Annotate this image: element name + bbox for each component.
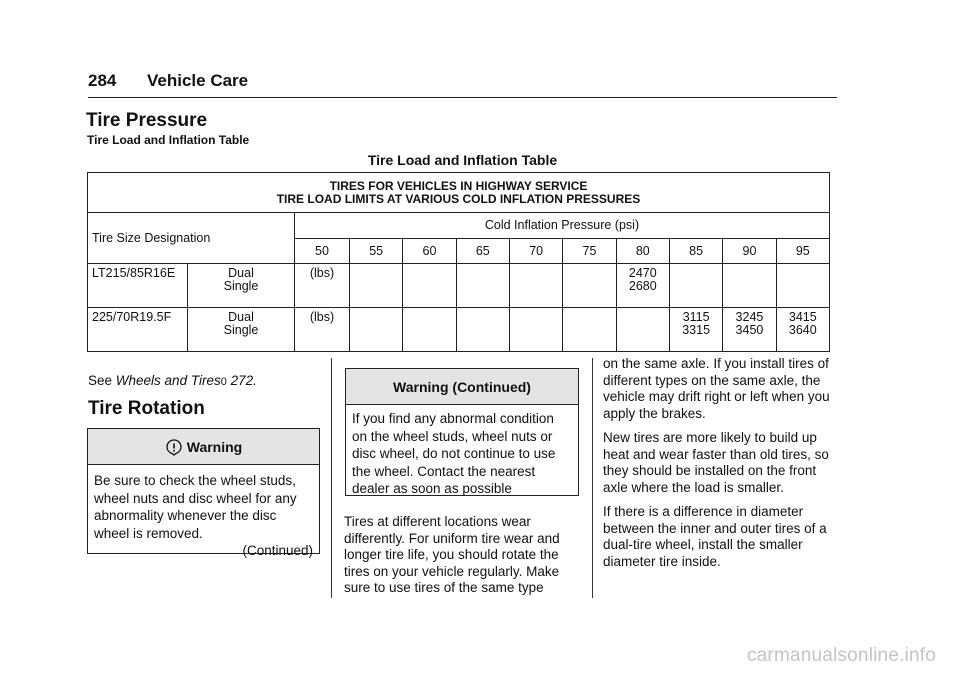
paragraph: on the same axle. If you install tires of different types on the same axle, the vehicle may drift right or left when you apply the brakes.: [603, 356, 830, 421]
warning-body: [346, 405, 578, 503]
wheels-and-tires-link[interactable]: Wheels and Tires: [115, 373, 221, 388]
see-reference: [88, 372, 320, 391]
column-divider: [331, 358, 332, 598]
tire-rotation-heading: Tire Rotation: [88, 398, 205, 419]
page-arrow-icon: 0: [220, 376, 227, 388]
psi-value-cell: 85: [669, 239, 722, 264]
single-load-value: 3315: [682, 323, 711, 337]
psi-value-cell: 90: [723, 239, 776, 264]
paragraph: If there is a difference in diameter between the inner and outer tires of a dual-tire wheel, install the smaller diameter tire inside.: [603, 504, 827, 569]
dual-label: Dual: [228, 310, 254, 324]
warning-text: Be sure to check the wheel studs, wheel nuts and disc wheel for any abnormality whenever the disc wheel is removed.: [94, 473, 297, 541]
dual-load-value: 2470: [628, 266, 657, 280]
single-load-value: 2680: [628, 279, 657, 293]
load-value-cell: [509, 264, 562, 308]
load-value-cell: [350, 264, 403, 308]
psi-value-cell: 80: [616, 239, 669, 264]
load-value-cell: [723, 308, 776, 352]
psi-value-cell: 60: [403, 239, 456, 264]
single-load-value: 3640: [788, 323, 817, 337]
column-1: [88, 372, 320, 391]
warning-icon: [165, 438, 183, 456]
warning-title: Warning: [186, 438, 243, 455]
column-3: [603, 356, 839, 578]
table-title-line-1: TIRES FOR VEHICLES IN HIGHWAY SERVICE: [329, 178, 588, 193]
load-value-cell: [456, 308, 509, 352]
load-value-cell: [669, 264, 722, 308]
single-label: Single: [223, 279, 259, 293]
table-row: [88, 264, 830, 308]
psi-value-cell: 65: [456, 239, 509, 264]
header-rule: [88, 97, 837, 98]
load-value-cell: [616, 308, 669, 352]
table-title-cell: [88, 173, 830, 213]
tire-load-table: [87, 172, 830, 352]
warning-continued-box: [345, 368, 579, 496]
psi-value-cell: 70: [509, 239, 562, 264]
load-value-cell: [776, 308, 829, 352]
unit-cell: (lbs): [295, 264, 350, 308]
single-label: Single: [223, 323, 259, 337]
section-title: Vehicle Care: [147, 71, 249, 90]
dual-single-cell: [188, 264, 295, 308]
dual-load-value: 3415: [788, 310, 817, 324]
load-value-cell: [723, 264, 776, 308]
rotation-paragraph: Tires at different locations wear differently. For uniform tire wear and longer tire life, you should rotate the tires on your vehicle regularly. Make sure to use tires of the same type: [344, 514, 560, 595]
dual-label: Dual: [228, 266, 254, 280]
see-prefix: See: [88, 373, 116, 388]
load-value-cell: [563, 308, 616, 352]
warning-text: If you find any abnormal condition on the wheel studs, wheel nuts or disc wheel, do not continue to use the wheel. Contact the nearest dealer as soon as possible: [352, 411, 556, 497]
warning-header: [88, 429, 319, 465]
load-value-cell: [403, 264, 456, 308]
psi-value-cell: 50: [295, 239, 350, 264]
paragraph: New tires are more likely to build up heat and wear faster than old tires, so they should be installed on the front axle where the load is smaller.: [603, 430, 829, 495]
load-value-cell: [403, 308, 456, 352]
pressure-header: Cold Inflation Pressure (psi): [295, 213, 830, 239]
dual-load-value: 3245: [735, 310, 764, 324]
load-value-cell: [776, 264, 829, 308]
load-value-cell: [669, 308, 722, 352]
unit-cell: (lbs): [295, 308, 350, 352]
table-header-row: [88, 213, 830, 239]
tire-size-cell: LT215/85R16E: [88, 264, 188, 308]
psi-value-cell: 75: [563, 239, 616, 264]
warning-body: [88, 465, 319, 565]
load-value-cell: [563, 264, 616, 308]
warning-title: Warning (Continued): [393, 378, 531, 395]
table-title-row: [88, 173, 830, 213]
watermark: carmanualsonline.info: [746, 645, 936, 666]
load-value-cell: [350, 308, 403, 352]
dual-single-cell: [188, 308, 295, 352]
psi-value-cell: 95: [776, 239, 829, 264]
warning-header: [346, 369, 578, 405]
continued-label: (Continued): [242, 543, 313, 558]
single-load-value: 3450: [735, 323, 764, 337]
load-value-cell: [456, 264, 509, 308]
dual-load-value: 3115: [682, 310, 710, 324]
load-value-cell: [616, 264, 669, 308]
tire-size-cell: 225/70R19.5F: [88, 308, 188, 352]
warning-box: [87, 428, 320, 558]
load-value-cell: [509, 308, 562, 352]
tire-size-header: Tire Size Designation: [88, 213, 295, 264]
page-number: 284: [88, 71, 117, 90]
table-row: [88, 308, 830, 352]
table-sub-heading: Tire Load and Inflation Table: [87, 133, 250, 147]
see-page-number: 272.: [226, 373, 257, 388]
psi-value-cell: 55: [350, 239, 403, 264]
table-caption: Tire Load and Inflation Table: [367, 152, 558, 168]
table-title-line-2: TIRE LOAD LIMITS AT VARIOUS COLD INFLATION PRESSURES: [276, 191, 641, 206]
tire-pressure-heading: Tire Pressure: [86, 110, 208, 131]
column-divider: [592, 358, 593, 598]
